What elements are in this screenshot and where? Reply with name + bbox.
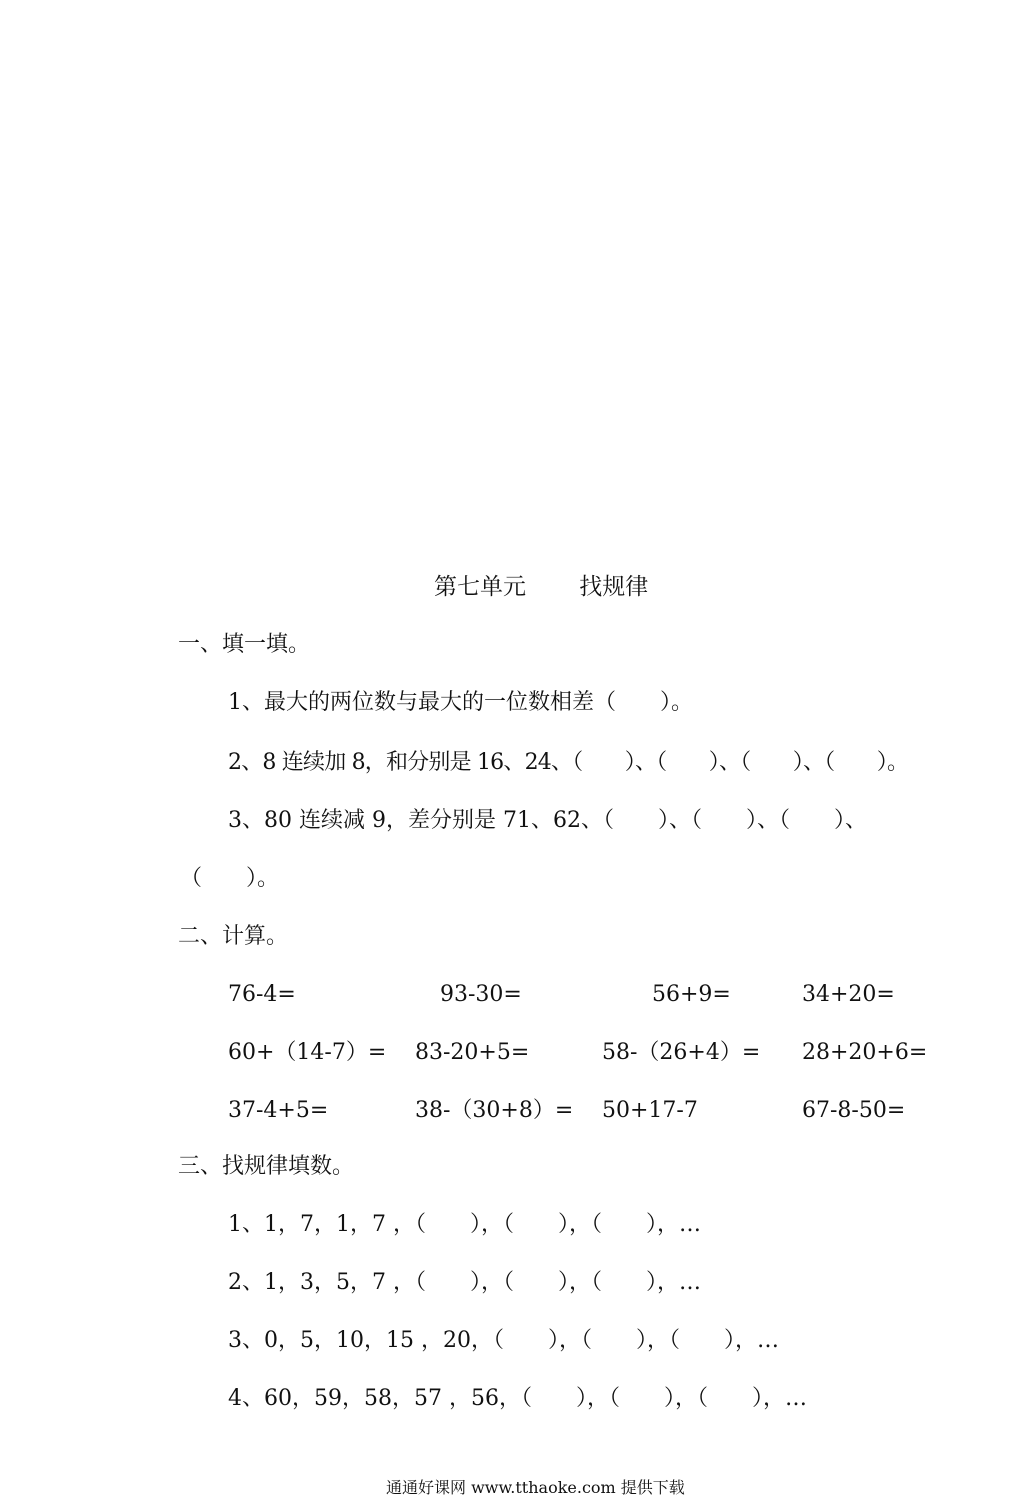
question-1-3-line-1: 3、80 连续减 9，差分别是 71、62、（ ）、（ ）、（ ）、 xyxy=(228,808,867,833)
calc-item: 60+（14-7）= xyxy=(228,1040,387,1065)
calc-item: 56+9= xyxy=(652,982,731,1007)
question-1-1: 1、最大的两位数与最大的一位数相差（ ）。 xyxy=(228,690,693,715)
section-3-heading: 三、找规律填数。 xyxy=(178,1154,355,1179)
pattern-item: 2、1，3，5，7 ，（ ），（ ），（ ），… xyxy=(228,1270,701,1295)
pattern-item: 4、60，59，58，57 ，56，（ ），（ ），（ ），… xyxy=(228,1386,807,1411)
calc-item: 38-（30+8）= xyxy=(415,1098,574,1123)
calc-item: 50+17-7 xyxy=(602,1098,698,1123)
pattern-item: 1、1，7，1，7 ，（ ），（ ），（ ），… xyxy=(228,1212,701,1237)
calc-item: 76-4= xyxy=(228,982,296,1007)
section-2-heading: 二、计算。 xyxy=(178,924,289,949)
calc-item: 93-30= xyxy=(440,982,522,1007)
calc-item: 34+20= xyxy=(802,982,895,1007)
question-1-3-line-2: （ ）。 xyxy=(180,866,280,891)
footer-text: 通通好课网 www.tthaoke.com 提供下载 xyxy=(386,1478,685,1497)
calc-item: 58-（26+4）= xyxy=(602,1040,761,1065)
section-1-heading: 一、填一填。 xyxy=(178,632,311,657)
page-title: 第七单元 找规律 xyxy=(434,574,649,600)
calc-item: 83-20+5= xyxy=(415,1040,530,1065)
pattern-item: 3、0，5，10，15 ，20，（ ），（ ），（ ），… xyxy=(228,1328,779,1353)
question-1-2: 2、8 连续加 8，和分别是 16、24、（ ）、（ ）、（ ）、（ ）。 xyxy=(228,750,909,775)
calc-item: 28+20+6= xyxy=(802,1040,928,1065)
calc-item: 37-4+5= xyxy=(228,1098,329,1123)
calc-item: 67-8-50= xyxy=(802,1098,906,1123)
